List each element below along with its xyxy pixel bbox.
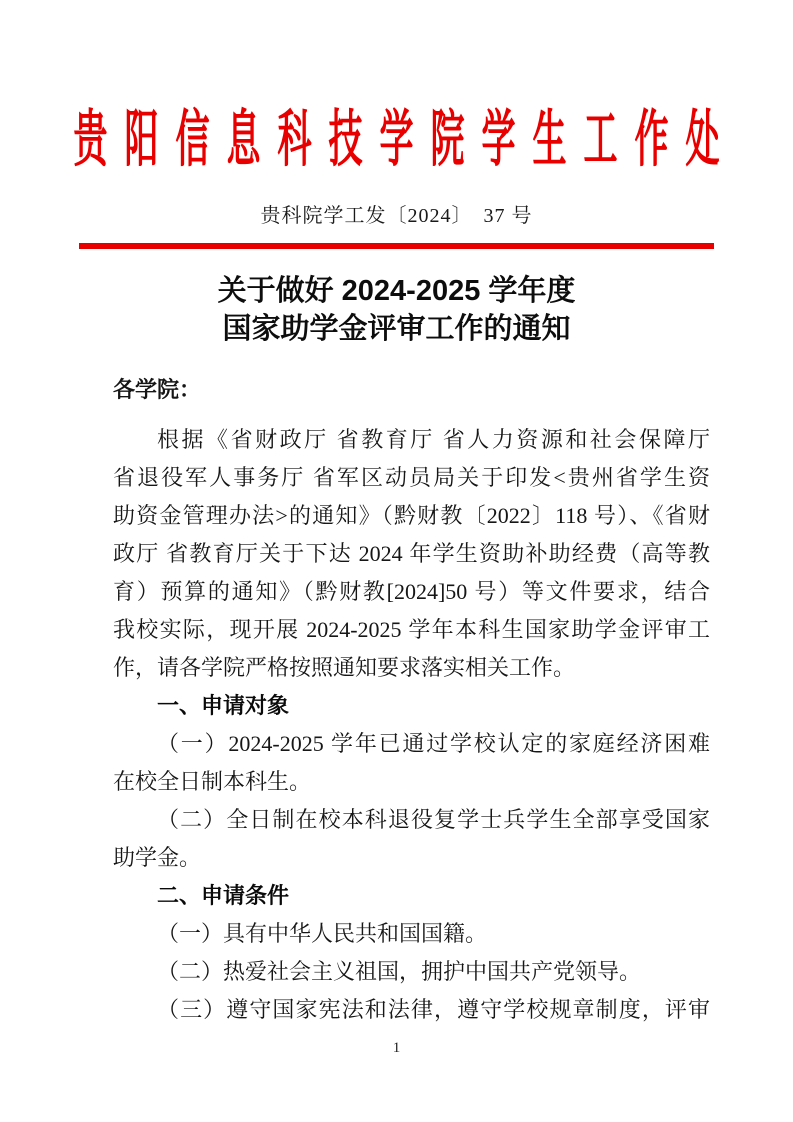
body-line: 我校实际，现开展 2024-2025 学年本科生国家助学金评审工 [113, 617, 710, 642]
section-heading-1: 一、申请对象 [157, 693, 290, 718]
salutation: 各学院： [113, 377, 202, 402]
body-line: （二）热爱社会主义祖国，拥护中国共产党领导。 [157, 959, 642, 984]
section-heading-2: 二、申请条件 [157, 883, 290, 908]
notice-title [0, 272, 793, 348]
doc-number: 贵科院学工发〔2024〕 37 号 [260, 205, 533, 227]
page-number: 1 [392, 1040, 401, 1056]
body-line: 助资金管理办法>的通知》（黔财教〔2022〕118 号）、《省财 [113, 503, 710, 528]
notice-title-line2: 国家助学金评审工作的通知 [222, 313, 571, 345]
notice-title-line1: 关于做好 2024-2025 学年度 [217, 275, 576, 307]
body-line: （二）全日制在校本科退役复学士兵学生全部享受国家 [157, 807, 710, 832]
body-line: 政厅 省教育厅关于下达 2024 年学生资助补助经费（高等教 [113, 541, 710, 566]
body-line: 根据《省财政厅 省教育厅 省人力资源和社会保障厅 [157, 427, 710, 452]
body-line: 作，请各学院严格按照通知要求落实相关工作。 [113, 655, 576, 680]
body-line: （三）遵守国家宪法和法律，遵守学校规章制度，评审 [157, 997, 710, 1022]
red-header [0, 106, 793, 175]
body-line: 育）预算的通知》（黔财教[2024]50 号）等文件要求，结合 [113, 579, 710, 604]
body-line: （一）2024-2025 学年已通过学校认定的家庭经济困难 [157, 731, 710, 756]
body-line: 省退役军人事务厅 省军区动员局关于印发<贵州省学生资 [113, 465, 710, 490]
body-line: 在校全日制本科生。 [113, 769, 312, 794]
red-divider-line [79, 243, 714, 249]
body-line: （一）具有中华人民共和国国籍。 [157, 921, 488, 946]
agency-title: 贵阳信息科技学院学生工作处 [73, 107, 737, 175]
notice-body [113, 371, 710, 1029]
body-line: 助学金。 [113, 845, 202, 870]
